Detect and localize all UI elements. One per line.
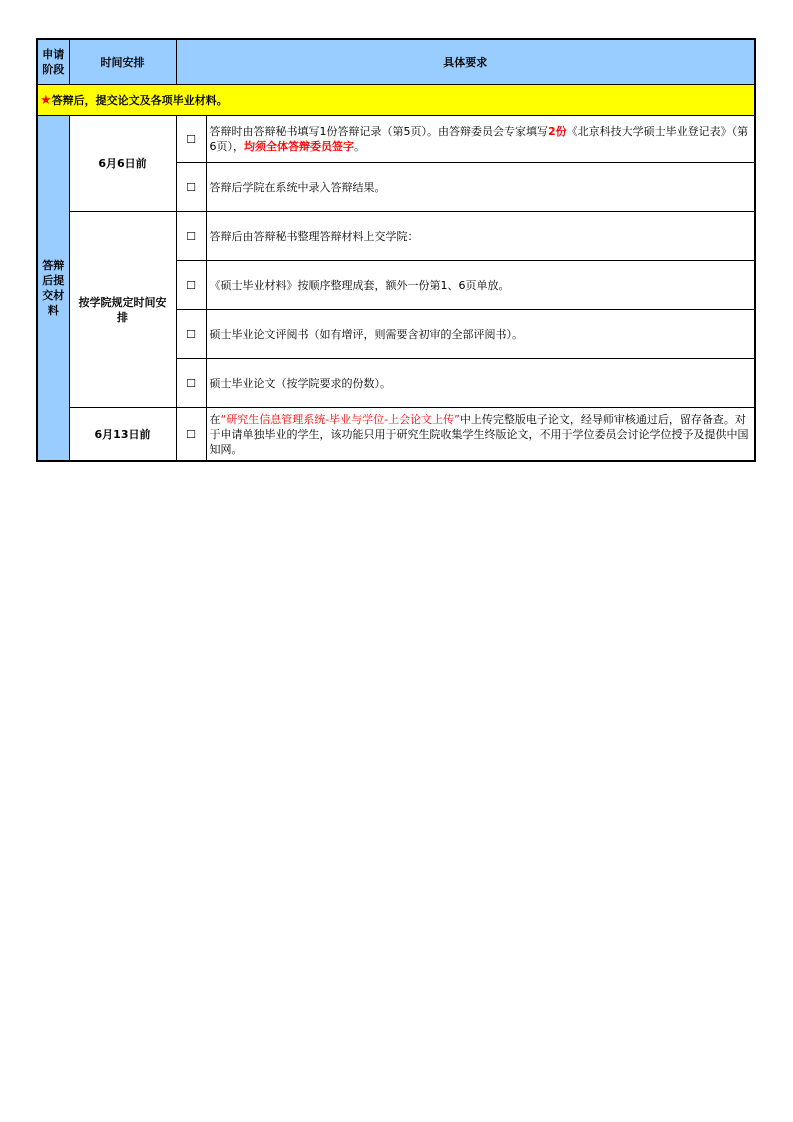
header-time: 时间安排 [69,39,176,85]
notice-cell [37,85,755,116]
text-part: 。 [354,140,365,153]
text-part: 在 [209,412,221,426]
time-label: 按学院规定时间安排 [78,295,167,324]
phase-cell [37,116,69,462]
requirement-text [206,408,755,462]
text-part: 中上传完整版电子论文，经导师审核通过后，留存备查。对于申请单独毕业的学生，该功能只用于研究生院收集学生终版论文，不用于学位委员会讨论学位授予及提供中国知网。 [209,412,749,456]
checkbox[interactable]: ☐ [176,163,206,212]
highlight-count: 2份 [548,125,567,138]
checkbox[interactable]: ☐ [176,359,206,408]
requirement-text: 硕士毕业论文评阅书（如有增评，则需要含初审的全部评阅书）。 [206,310,755,359]
requirements-table [36,38,756,462]
text-part: 答辩时由答辩秘书填写1份答辩记录（第5页）。由答辩委员会专家填写 [209,125,548,138]
header-phase: 申请阶段 [37,39,69,85]
requirement-text: 答辩后学院在系统中录入答辩结果。 [206,163,755,212]
system-path-highlight: “研究生信息管理系统-毕业与学位-上会论文上传” [220,412,460,426]
requirement-text: 《硕士毕业材料》按顺序整理成套，额外一份第1、6页单放。 [206,261,755,310]
table-row [37,408,755,462]
notice-text: 答辩后，提交论文及各项毕业材料。 [51,93,228,107]
requirement-text [206,116,755,163]
requirement-text: 硕士毕业论文（按学院要求的份数）。 [206,359,755,408]
table-row [37,116,755,163]
checkbox[interactable]: ☐ [176,116,206,163]
highlight-signature: 均须全体答辩委员签字 [244,140,354,153]
table-row [37,212,755,261]
phase-label: 答辩后提交材料 [42,259,65,317]
notice-row [37,85,755,116]
header-row [37,39,755,85]
time-cell-college [69,212,176,408]
time-cell-jun13: 6月13日前 [69,408,176,462]
header-requirements: 具体要求 [176,39,755,85]
checkbox[interactable]: ☐ [176,212,206,261]
time-cell-jun6: 6月6日前 [69,116,176,212]
checkbox[interactable]: ☐ [176,408,206,462]
text-part: 《北京科技大学硕士毕业登记表》（第6页）， [209,125,749,153]
checkbox[interactable]: ☐ [176,261,206,310]
star-icon: ★ [40,92,52,108]
checkbox[interactable]: ☐ [176,310,206,359]
requirement-text: 答辩后由答辩秘书整理答辩材料上交学院： [206,212,755,261]
